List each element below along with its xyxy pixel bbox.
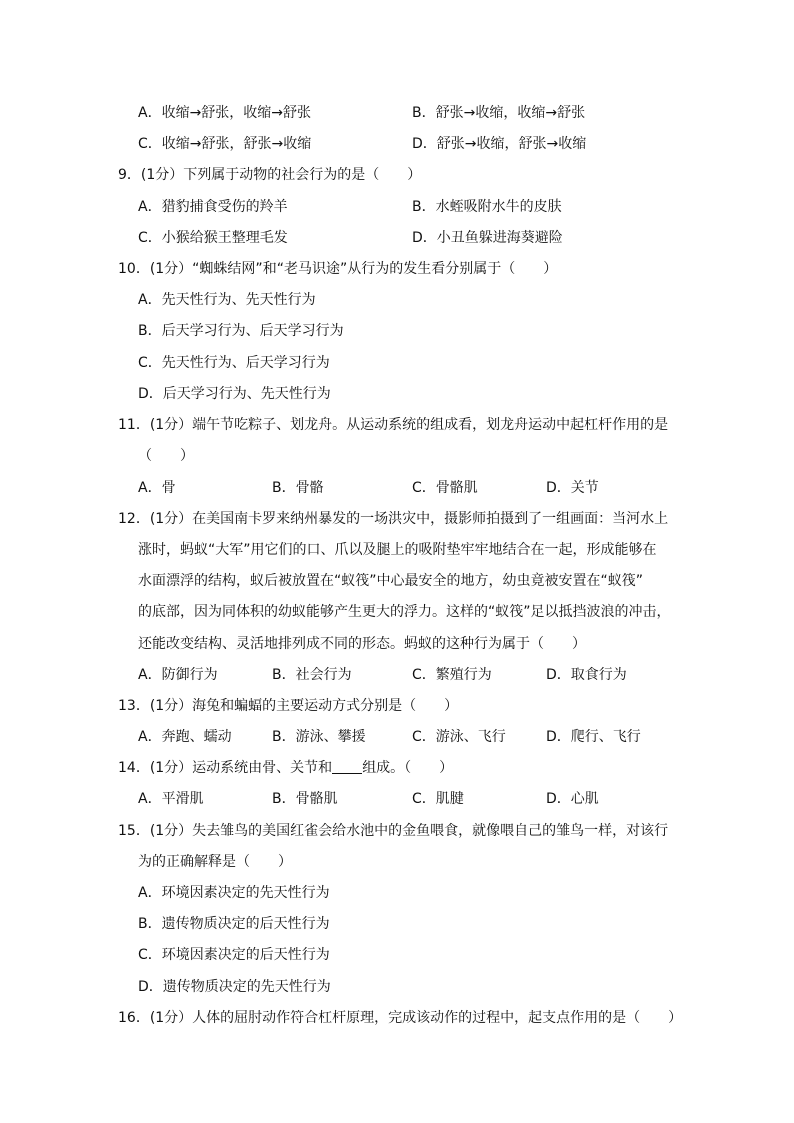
q14-option-c: C．肌腱 — [412, 791, 464, 807]
q15-option-c: C．环境因素决定的后天性行为 — [138, 947, 330, 963]
q12-option-c: C．繁殖行为 — [412, 667, 492, 683]
q14-stem-after: 组成。（ ） — [362, 760, 454, 776]
q14-stem — [118, 758, 453, 778]
q10-option-b: B．后天学习行为、后天学习行为 — [138, 323, 344, 339]
q12-option-b: B．社会行为 — [272, 667, 352, 683]
q16-stem: 16．(1分）人体的屈肘动作符合杠杆原理，完成该动作的过程中，起支点作用的是（ ） — [118, 1010, 683, 1026]
q9-option-d: D．小丑鱼躲进海葵避险 — [412, 230, 563, 246]
q14-option-a: A．平滑肌 — [138, 791, 204, 807]
q15-stem-line-1: 15．(1分）失去雏鸟的美国红雀会给水池中的金鱼喂食，就像喂自己的雏鸟一样，对该行 — [118, 823, 669, 839]
q10-stem: 10．(1分）“蜘蛛结网”和“老马识途”从行为的发生看分别属于（ ） — [118, 261, 558, 277]
q15-option-d: D．遗传物质决定的先天性行为 — [138, 979, 331, 995]
q9-option-b: B．水蛭吸附水牛的皮肤 — [412, 199, 562, 215]
q11-option-a: A．骨 — [138, 480, 176, 496]
q14-option-b: B．骨骼肌 — [272, 791, 338, 807]
q8-option-d: D．舒张→收缩，舒张→收缩 — [412, 136, 587, 152]
q14-stem-before: 14．(1分）运动系统由骨、关节和 — [118, 760, 333, 776]
q13-option-c: C．游泳、飞行 — [412, 729, 506, 745]
q8-option-c: C．收缩→舒张，舒张→收缩 — [138, 136, 312, 152]
q10-option-d: D．后天学习行为、先天性行为 — [138, 386, 331, 402]
q12-stem-line-3: 水面漂浮的结构，蚁后被放置在“蚁筏”中心最安全的地方，幼虫竟被安置在“蚁筏” — [138, 573, 644, 589]
q15-option-a: A．环境因素决定的先天性行为 — [138, 885, 330, 901]
q13-option-a: A．奔跑、蠕动 — [138, 729, 232, 745]
q11-stem-continued: （ ） — [138, 448, 194, 464]
q10-option-a: A．先天性行为、先天性行为 — [138, 292, 316, 308]
q12-stem-line-4: 的底部，因为同体积的幼蚁能够产生更大的浮力。这样的“蚁筏”足以抵挡波浪的冲击， — [138, 604, 671, 620]
q13-option-d: D．爬行、飞行 — [546, 729, 641, 745]
q14-option-d: D．心肌 — [546, 791, 599, 807]
q14-blank — [332, 759, 362, 774]
q13-stem: 13．(1分）海兔和蝙蝠的主要运动方式分别是（ ） — [118, 698, 459, 714]
q12-stem-line-1: 12．(1分）在美国南卡罗来纳州暴发的一场洪灾中，摄影师拍摄到了一组画面：当河水上 — [118, 511, 669, 527]
q15-option-b: B．遗传物质决定的后天性行为 — [138, 916, 330, 932]
q9-option-a: A．猎豹捕食受伤的羚羊 — [138, 199, 288, 215]
q9-stem: 9．(1分）下列属于动物的社会行为的是（ ） — [118, 167, 422, 183]
q11-option-b: B．骨骼 — [272, 480, 324, 496]
q12-option-a: A．防御行为 — [138, 667, 218, 683]
q8-option-b: B．舒张→收缩，收缩→舒张 — [412, 105, 586, 121]
q12-option-d: D．取食行为 — [546, 667, 627, 683]
q15-stem-line-2: 为的正确解释是（ ） — [138, 854, 292, 870]
q11-stem: 11．(1分）端午节吃粽子、划龙舟。从运动系统的组成看，划龙舟运动中起杠杆作用的是 — [118, 417, 669, 433]
q9-option-c: C．小猴给猴王整理毛发 — [138, 230, 288, 246]
q13-option-b: B．游泳、攀援 — [272, 729, 366, 745]
q8-option-a: A．收缩→舒张，收缩→舒张 — [138, 105, 312, 121]
q11-option-d: D．关节 — [546, 480, 599, 496]
q12-stem-line-2: 涨时，蚂蚁“大军”用它们的口、爪以及腿上的吸附垫牢牢地结合在一起，形成能够在 — [138, 542, 657, 558]
q11-option-c: C．骨骼肌 — [412, 480, 478, 496]
q10-option-c: C．先天性行为、后天学习行为 — [138, 355, 330, 371]
q12-stem-line-5: 还能改变结构、灵活地排列成不同的形态。蚂蚁的这种行为属于（ ） — [138, 636, 586, 652]
